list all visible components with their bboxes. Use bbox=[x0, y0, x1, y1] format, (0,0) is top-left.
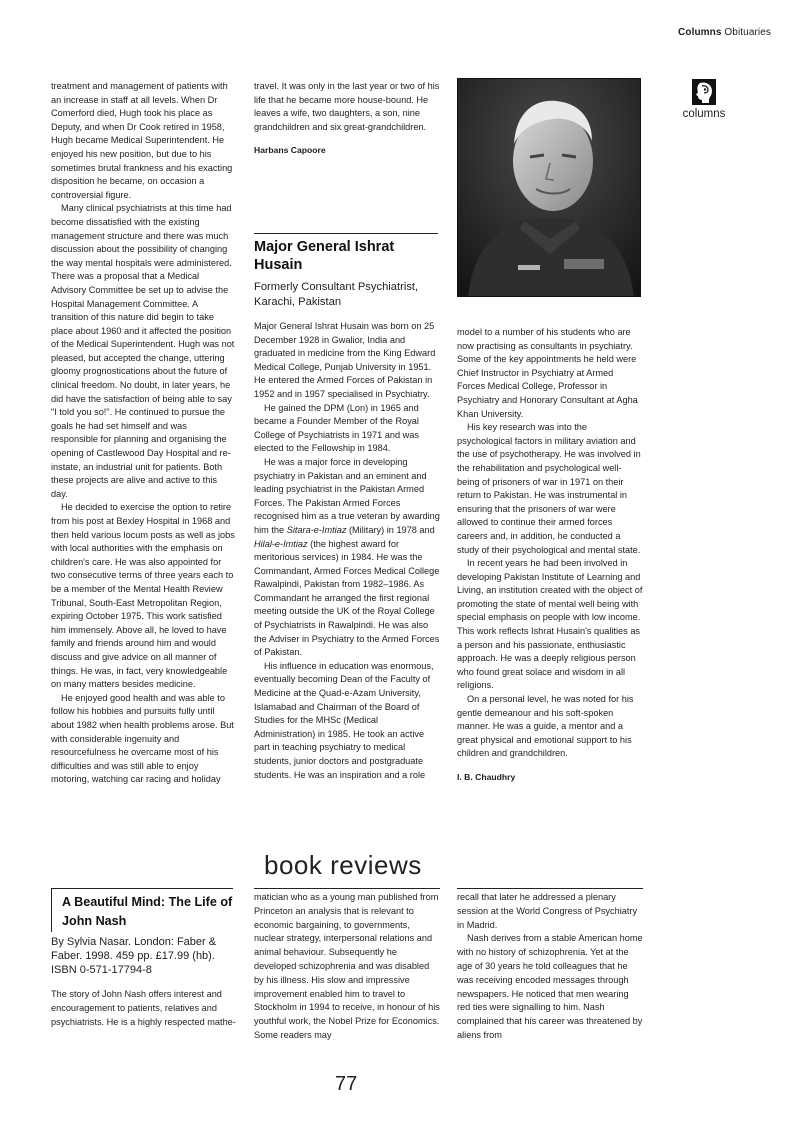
paragraph bbox=[254, 456, 440, 660]
paragraph: His key research was into the psychological factors in military aviation and the use of psychotherapy. He was involved in the rehabilitation and psychological well-being of prisoners of war in 1971 on their return to Pakistan. He was instrumental in ensuring that the prisoners of war were allowed to continue their armed forces careers and, in addition, he conducted a study of their psychological and mental state. bbox=[457, 422, 641, 555]
award-name: Sitara-e-Imtiaz bbox=[286, 524, 347, 535]
review-byline: By Sylvia Nasar. London: Faber & Faber. 1998. 459 pp. £17.99 (hb). ISBN 0-571-17794-8 bbox=[51, 936, 217, 976]
paragraph: treatment and management of patients with an increase in staff at all levels. When Dr Comerford died, Hugh took his place as Deputy, and when Dr Cook retired in 1958, Hugh became Medical Superintendent. He enjoyed his new position, but due to his sometimes brutal frankness and his exacting disposition he became, on occasion a controversial figure. bbox=[51, 81, 233, 200]
section-header bbox=[678, 27, 771, 38]
columns-logo bbox=[678, 78, 730, 120]
paragraph: model to a number of his students who are now practising as consultants in psychiatry. Some of the key appointments he held were Chief Instructor in Psychiatry at Armed Forces Medical College, Professor in Psychiatry and Honorary Consultant at Agha Khan University. bbox=[457, 327, 638, 419]
paragraph: Many clinical psychiatrists at this time had become dissatisfied with the existing management structure and there was much discussion about the possibility of changing the way mental hospitals were administered. There was a proposal that a Medical Advisory Committee be set up to advise the Hospital Management Committee. A transition of this nature did begin to take place about 1960 and it affected the position of the Medical Superintendent. Hugh was not pleased, but accepted the change, uttering gloomy prognostications about the future of clinical freedom. No doubt, in later years, he did have the satisfaction of being able to say "I told you so!". He continued to pursue the goals he had set himself and was responsible for planning and organising the opening of Castlewood Day Hospital and re-instate, an industrial unit for patients. Both these projects are alive and active to this day. bbox=[51, 203, 235, 499]
section-label: Columns bbox=[678, 27, 722, 38]
columns-head-icon bbox=[691, 78, 717, 106]
paragraph: He enjoyed good health and was able to follow his hobbies and pursuits fully until about 1982 when health problems arose. But with considerable ingenuity and resourcefulness he overcame most of his difficulties and was still able to enjoy motoring, watching car racing and holiday bbox=[51, 692, 234, 785]
obituary-continuation-column bbox=[51, 80, 236, 787]
text-run: (Military) in 1978 and bbox=[346, 524, 435, 535]
paragraph: Nash derives from a stable American home with no history of schizophrenia. Yet at the age of 30 years he told colleagues that he was receiving encoded messages through newspapers. He noticed that men wearing red ties were signalling to him. Nash complained that his career was threatened by aliens from bbox=[457, 933, 643, 1040]
award-name: Hilal-e-Imtiaz bbox=[254, 538, 308, 549]
page-number: 77 bbox=[335, 1073, 358, 1095]
paragraph: He decided to exercise the option to retire from his post at Bexley Hospital in 1968 and then held various locum posts as well as jobs with local authorities with the emphasis on children's care. He was also appointed for two consecutive terms of three years each to be a member of the Mental Health Review Tribunal, South-East Metropolitan Region, expiring October 1975. This work satisfied him immensely. Above all, he loved to have family and friends around him and would discuss and give advice on all manner of things. He was, in fact, very knowledgeable on many matters besides medicine. bbox=[51, 502, 235, 690]
paragraph: matician who as a young man published from Princeton an analysis that is relevant to economic bargaining, to governments, nuclear strategy, interpersonal relations and animal behaviour. Subsequently he developed schizophrenia and was disabled by his illness. His slow and impressive improvement enabled him to travel to Stockholm in 1994 to receive, in honour of his youthful work, the Nobel Prize for Economics. Some readers may bbox=[254, 892, 440, 1040]
columns-logo-label: columns bbox=[682, 108, 726, 120]
review-column-3 bbox=[457, 891, 643, 1043]
paragraph: recall that later he addressed a plenary session at the World Congress of Psychiatry in Madrid. bbox=[457, 892, 638, 930]
article-header bbox=[254, 233, 438, 310]
obituary-body-column-2 bbox=[457, 326, 643, 785]
text-run: He was a major force in developing psychiatry in Pakistan and an eminent and leading psychiatrist in the Pakistan Armed Forces. The Pakistan Armed Forces recognised him as a true veteran by awarding him the bbox=[254, 456, 440, 535]
paragraph: On a personal level, he was noted for his gentle demeanour and his soft-spoken manner. He was a guide, a mentor and a great physical and emotional support to his children and grandchildren. bbox=[457, 694, 634, 759]
book-reviews-heading: book reviews bbox=[264, 850, 422, 880]
portrait-photo bbox=[457, 78, 641, 297]
author-signature: Harbans Capoore bbox=[254, 145, 326, 156]
review-column-1 bbox=[51, 988, 236, 1029]
article-subtitle: Formerly Consultant Psychiatrist, Karachi, Pakistan bbox=[254, 281, 419, 308]
text-run: (the highest award for meritorious services) in 1984. He was the Commandant, Armed Forces Medical College Rawalpindi, Pakistan from 1982–1986. As Commandant he arranged the first regional meeting outside the UK of the Royal College of Psychiatrists in Rawalpindi. He was also the Adviser in Psychiatry to the Armed Forces of Pakistan. bbox=[254, 538, 440, 658]
article-title: Major General Ishrat Husain bbox=[254, 239, 395, 273]
column-rule bbox=[254, 888, 440, 889]
portrait-figure bbox=[458, 79, 641, 297]
subsection-label: Obituaries bbox=[724, 27, 771, 38]
paragraph: His influence in education was enormous, eventually becoming Dean of the Faculty of Medicine at the Quad-e-Azam University, Islamabad and Chairman of the Board of Studies for the MHSc (Medical Administration) in 1985. He took an active part in teaching psychiatry to medical students, junior doctors and postgraduate students. He was an inspiration and a role bbox=[254, 660, 434, 780]
obituary-body-column-1 bbox=[254, 320, 440, 782]
paragraph: In recent years he had been involved in developing Pakistan Institute of Learning and Living, an institution created with the object of promoting the state of mental well being with special emphasis on people with low income. This work reflects Ishrat Husain's qualities as a person and his passionate, enthusiastic approach. He was a deeply religious person who found great solace and wisdom in all religions. bbox=[457, 558, 643, 691]
paragraph: The story of John Nash offers interest and encouragement to patients, relatives and psychiatrists. He is a highly respected mathe- bbox=[51, 989, 236, 1027]
paragraph: He gained the DPM (Lon) in 1965 and became a Founder Member of the Royal College of Psychiatrists in 1971 and was elected to the Fellowship in 1984. bbox=[254, 402, 419, 454]
review-column-2 bbox=[254, 891, 440, 1043]
paragraph: travel. It was only in the last year or two of his life that he became more house-bound. He leaves a wife, two daughters, a son, nine grandchildren and six great-grandchildren. bbox=[254, 81, 440, 132]
author-signature: I. B. Chaudhry bbox=[457, 772, 516, 782]
paragraph: Major General Ishrat Husain was born on 25 December 1928 in Gwalior, India and graduated in medicine from the King Edward Medical College, Punjab University in 1951. He entered the Armed Forces of Pakistan in 1952 and in 1957 specialised in Psychiatry. bbox=[254, 321, 436, 399]
review-book-title: A Beautiful Mind: The Life of John Nash bbox=[62, 895, 233, 928]
obituary-ending bbox=[254, 80, 440, 158]
column-rule bbox=[457, 888, 643, 889]
